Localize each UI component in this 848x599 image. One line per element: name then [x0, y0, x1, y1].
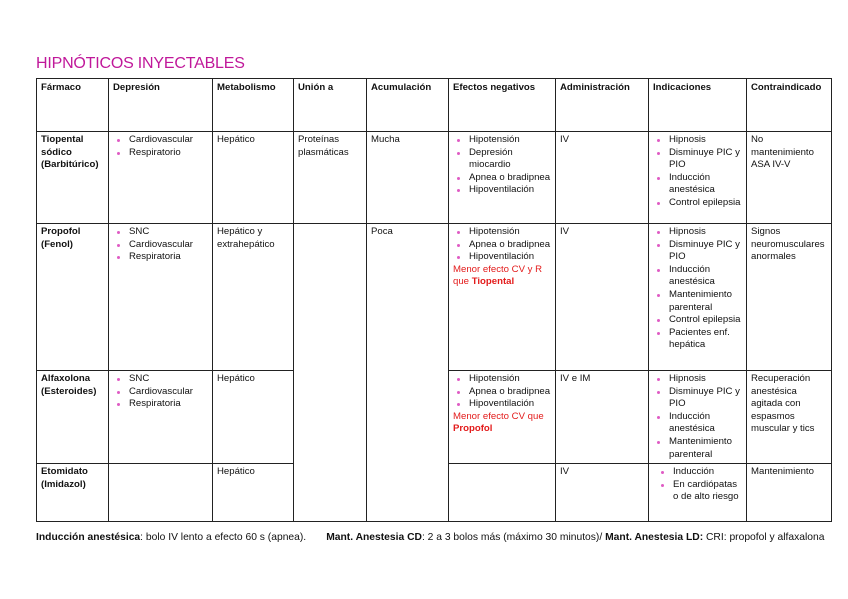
col-header-union: Unión a — [294, 79, 367, 132]
contraindication-cell: No mantenimiento ASA IV-V — [747, 132, 832, 224]
negative-effect-item: Apnea o bradipnea — [453, 386, 551, 399]
binding-cell: Proteínas plasmáticas — [294, 132, 367, 224]
indication-item: Hipnosis — [653, 226, 742, 239]
depression-item: Respiratoria — [113, 251, 208, 264]
depression-cell — [109, 224, 213, 371]
depression-list — [113, 134, 208, 159]
induction-text: : bolo IV lento a efecto 60 s (apnea). — [140, 532, 307, 543]
negative-effect-list — [453, 134, 551, 197]
negative-effect-item: Apnea o bradipnea — [453, 172, 551, 185]
negative-effect-list — [453, 226, 551, 264]
col-header-indicaciones: Indicaciones — [649, 79, 747, 132]
hypnotics-table — [36, 78, 832, 522]
indication-list — [653, 226, 742, 352]
ld-label: Mant. Anestesia LD: — [605, 532, 704, 543]
indication-list — [653, 373, 742, 461]
page-title: HIPNÓTICOS INYECTABLES — [36, 55, 245, 72]
accumulation-cell: Poca — [367, 224, 449, 522]
negative-effect-item: Hipoventilación — [453, 251, 551, 264]
col-header-acumulacion: Acumulación — [367, 79, 449, 132]
negative-effects-cell — [449, 371, 556, 464]
indications-cell — [649, 371, 747, 464]
drug-cell: Tiopental sódico (Barbitúrico) — [37, 132, 109, 224]
cd-label: Mant. Anestesia CD — [326, 532, 422, 543]
table-row — [37, 132, 832, 224]
negative-effect-item: Hipotensión — [453, 134, 551, 147]
depression-list — [113, 373, 208, 411]
drug-cell: Propofol (Fenol) — [37, 224, 109, 371]
indication-item: Disminuye PIC y PIO — [653, 239, 742, 264]
contraindication-cell: Recuperación anestésica agitada con espasmos muscular y tics — [747, 371, 832, 464]
indication-item: Control epilepsia — [653, 197, 742, 210]
indication-item: Mantenimiento parenteral — [653, 289, 742, 314]
footer-notes — [36, 531, 826, 546]
comparison-note — [453, 264, 551, 289]
indications-cell — [649, 224, 747, 371]
negative-effect-item: Depresión miocardio — [453, 147, 551, 172]
indication-list — [653, 466, 742, 504]
depression-item: Cardiovascular — [113, 239, 208, 252]
negative-effect-item: Hipotensión — [453, 373, 551, 386]
col-header-efectos: Efectos negativos — [449, 79, 556, 132]
metabolism-cell: Hepático — [213, 371, 294, 464]
depression-item: SNC — [113, 373, 208, 386]
metabolism-cell: Hepático y extrahepático — [213, 224, 294, 371]
comparison-note-drug: Propofol — [453, 423, 493, 435]
accumulation-cell: Mucha — [367, 132, 449, 224]
administration-cell: IV — [556, 132, 649, 224]
indication-item: Hipnosis — [653, 373, 742, 386]
indications-cell — [649, 132, 747, 224]
drug-cell: Alfaxolona (Esteroides) — [37, 371, 109, 464]
negative-effect-item: Hipoventilación — [453, 398, 551, 411]
depression-item: Cardiovascular — [113, 386, 208, 399]
indication-item: Inducción — [657, 466, 742, 479]
col-header-contraindicado: Contraindicado — [747, 79, 832, 132]
depression-cell — [109, 132, 213, 224]
indication-item: En cardiópatas o de alto riesgo — [657, 479, 742, 504]
contraindication-cell: Mantenimiento — [747, 464, 832, 522]
negative-effects-cell — [449, 464, 556, 522]
depression-item: Cardiovascular — [113, 134, 208, 147]
depression-cell — [109, 464, 213, 522]
comparison-note-drug: Tiopental — [471, 276, 515, 288]
negative-effects-cell — [449, 224, 556, 371]
binding-cell — [294, 224, 367, 522]
negative-effects-cell — [449, 132, 556, 224]
cd-text: : 2 a 3 bolos más (máximo 30 minutos)/ — [421, 532, 606, 543]
comparison-note-text: Menor efecto CV y R que — [453, 263, 543, 288]
indication-item: Mantenimiento parenteral — [653, 436, 742, 461]
indications-cell — [649, 464, 747, 522]
col-header-depresion: Depresión — [109, 79, 213, 132]
col-header-administracion: Administración — [556, 79, 649, 132]
negative-effect-item: Apnea o bradipnea — [453, 239, 551, 252]
contraindication-cell: Signos neuromusculares anormales — [747, 224, 832, 371]
administration-cell: IV — [556, 224, 649, 371]
depression-cell — [109, 371, 213, 464]
depression-list — [113, 226, 208, 264]
induction-label: Inducción anestésica — [36, 532, 141, 543]
depression-item: SNC — [113, 226, 208, 239]
depression-item: Respiratoria — [113, 398, 208, 411]
indication-item: Inducción anestésica — [653, 411, 742, 436]
depression-item: Respiratorio — [113, 147, 208, 160]
metabolism-cell: Hepático — [213, 132, 294, 224]
indication-list — [653, 134, 742, 210]
negative-effect-item: Hipotensión — [453, 226, 551, 239]
indication-item: Disminuye PIC y PIO — [653, 386, 742, 411]
negative-effect-list — [453, 373, 551, 411]
negative-effect-item: Hipoventilación — [453, 184, 551, 197]
administration-cell: IV e IM — [556, 371, 649, 464]
administration-cell: IV — [556, 464, 649, 522]
indication-item: Disminuye PIC y PIO — [653, 147, 742, 172]
col-header-metabolismo: Metabolismo — [213, 79, 294, 132]
metabolism-cell: Hepático — [213, 464, 294, 522]
drug-cell: Etomidato (Imidazol) — [37, 464, 109, 522]
indication-item: Inducción anestésica — [653, 172, 742, 197]
indication-item: Control epilepsia — [653, 314, 742, 327]
col-header-farmaco: Fármaco — [37, 79, 109, 132]
comparison-note-text: Menor efecto CV que — [453, 410, 544, 422]
indication-item: Hipnosis — [653, 134, 742, 147]
header-row — [37, 79, 832, 132]
ld-text: CRI: propofol y alfaxalona — [703, 532, 825, 543]
indication-item: Pacientes enf. hepática — [653, 327, 742, 352]
indication-item: Inducción anestésica — [653, 264, 742, 289]
comparison-note — [453, 411, 551, 436]
table-row — [37, 224, 832, 371]
